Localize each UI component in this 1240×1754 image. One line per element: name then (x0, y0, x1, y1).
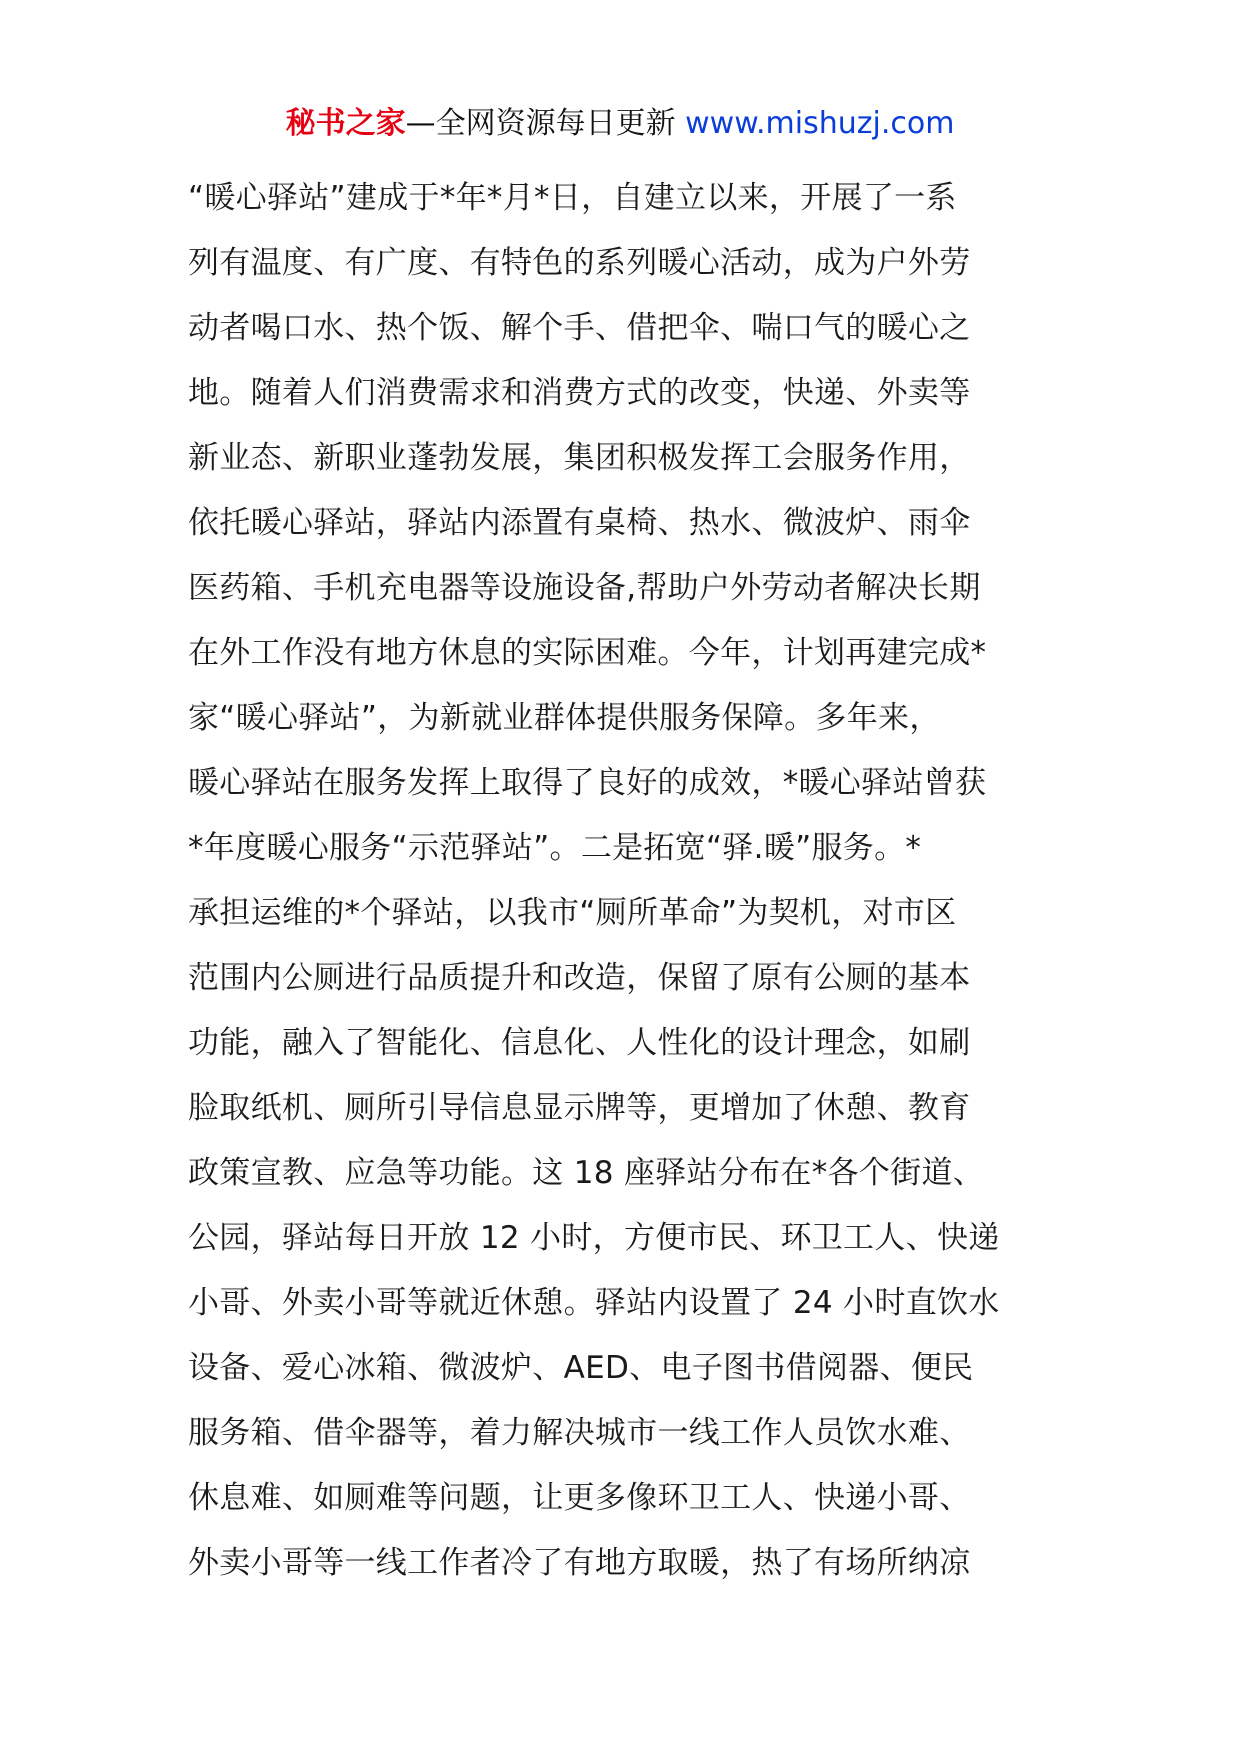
text-line: 地。随着人们消费需求和消费方式的改变，快递、外卖等 (188, 375, 971, 411)
text-line: “暖心驿站”建成于*年*月*日，自建立以来，开展了一系 (188, 180, 957, 216)
text-line: 服务箱、借伞器等，着力解决城市一线工作人员饮水难、 (188, 1415, 971, 1451)
text-line: 依托暖心驿站，驿站内添置有桌椅、热水、微波炉、雨伞 (188, 505, 971, 541)
text-line: 家“暖心驿站”，为新就业群体提供服务保障。多年来， (188, 700, 941, 736)
text-line: 承担运维的*个驿站，以我市“厕所革命”为契机，对市区 (188, 895, 957, 931)
site-url-link[interactable]: www.mishuzj.com (685, 106, 955, 141)
body-text (188, 166, 1058, 1596)
text-line: 动者喝口水、热个饭、解个手、借把伞、喘口气的暖心之 (188, 310, 971, 346)
text-line: 功能，融入了智能化、信息化、人性化的设计理念，如刷 (188, 1025, 971, 1061)
text-line: 休息难、如厕难等问题，让更多像环卫工人、快递小哥、 (188, 1480, 971, 1516)
site-header (0, 102, 1240, 146)
text-line: 暖心驿站在服务发挥上取得了良好的成效，*暖心驿站曾获 (188, 765, 987, 801)
text-line: 小哥、外卖小哥等就近休憩。驿站内设置了 24 小时直饮水 (188, 1285, 1000, 1321)
header-tagline: —全网资源每日更新 (405, 106, 686, 141)
text-line: 公园，驿站每日开放 12 小时，方便市民、环卫工人、快递 (188, 1220, 1000, 1256)
text-line: 脸取纸机、厕所引导信息显示牌等，更增加了休憩、教育 (188, 1090, 971, 1126)
text-line: 在外工作没有地方休息的实际困难。今年，计划再建完成* (188, 635, 987, 671)
text-line: 设备、爱心冰箱、微波炉、AED、电子图书借阅器、便民 (188, 1350, 974, 1386)
text-line: 列有温度、有广度、有特色的系列暖心活动，成为户外劳 (188, 245, 971, 281)
text-line: 外卖小哥等一线工作者冷了有地方取暖，热了有场所纳凉 (188, 1545, 971, 1581)
text-line: 医药箱、手机充电器等设施设备,帮助户外劳动者解决长期 (188, 570, 981, 606)
text-line: 范围内公厕进行品质提升和改造，保留了原有公厕的基本 (188, 960, 971, 996)
text-line: 政策宣教、应急等功能。这 18 座驿站分布在*各个街道、 (188, 1155, 985, 1191)
brand-name: 秘书之家 (285, 106, 406, 141)
text-line: *年度暖心服务“示范驿站”。二是拓宽“驿.暖”服务。* (188, 830, 922, 866)
text-line: 新业态、新职业蓬勃发展，集团积极发挥工会服务作用， (188, 440, 971, 476)
